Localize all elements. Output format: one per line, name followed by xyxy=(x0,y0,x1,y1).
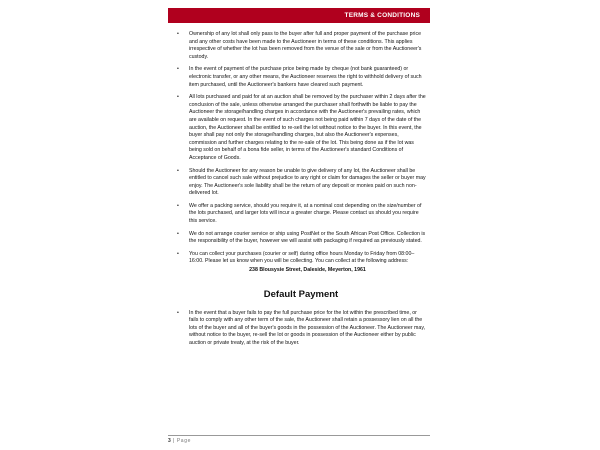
page-number-footer xyxy=(168,438,191,445)
bullet-icon: • xyxy=(177,309,179,316)
list-item xyxy=(176,251,426,266)
list-item-text: Ownership of any lot shall only pass to the buyer after full and proper payment of the purchase price and any other costs have been made to the Auctioneer in terms of these conditions. This applies irrespective of whether the lot has been removed from the venue of the sale or from the Auctioneer's custody. xyxy=(189,31,422,60)
bullet-icon: • xyxy=(177,66,179,73)
bullet-icon: • xyxy=(177,94,179,101)
list-item-text: All lots purchased and paid for at an auction shall be removed by the purchaser within 2 days after the conclusion of the sale, unless otherwise arranged the purchaser shall forthwith be liable to pay the Auctioneer the storage/handling charges in accordance with the Auctioneer's prevailing rates, which are available on request. In the event of such charges not being paid within 7 days of the date of the auction, the Auctioneer shall be entitled to re-sell the lot without notice to the buyer. In this event, the buyer shall pay not only the storage/handling charges, but also the Auctioneer's expenses, commission and further charges relating to the re-sale of the lot. This being done as if the lot was being sold on behalf of a bona fide seller, in terms of the Auctioneer's standard Conditions of Acceptance of Goods. xyxy=(189,94,426,161)
collection-address: 238 Blousysie Street, Daleside, Meyerton, 1961 xyxy=(249,267,366,274)
bullet-icon: • xyxy=(177,250,179,257)
page-number: 3 xyxy=(168,438,171,444)
list-item xyxy=(176,203,426,226)
list-item-text: In the event that a buyer fails to pay the full purchase price for the lot within the prescribed time, or fails to comply with any other term of the sale, the Auctioneer shall retain a possessory lien on all the lots of the buyer and all of the buyer's goods in the possession of the Auctioneer. The Auctioneer may, without notice to the buyer, re-sell the lot or goods in possession of the Auctioneer either by public auction or private treaty, at the risk of the buyer. xyxy=(189,309,426,346)
list-item xyxy=(176,94,426,162)
footer-divider xyxy=(168,435,430,436)
list-item xyxy=(176,66,426,89)
header-title: TERMS & CONDITIONS xyxy=(344,12,420,19)
list-item xyxy=(176,168,426,198)
bullet-icon: • xyxy=(177,167,179,174)
bullet-icon: • xyxy=(177,202,179,209)
page-content xyxy=(176,31,426,353)
header-bar xyxy=(168,8,430,23)
list-item xyxy=(176,231,426,246)
section-heading: Default Payment xyxy=(263,288,339,300)
list-item xyxy=(176,31,426,61)
footer-separator: | xyxy=(173,438,175,444)
list-item xyxy=(176,310,426,348)
list-item-text: We do not arrange courier service or ship using PostNet or the South African Post Office. Collection is the responsibility of the buyer, however we will assist with packaging if required as previously stated. xyxy=(189,230,426,245)
page-label: Page xyxy=(176,438,191,444)
list-item-text: In the event of payment of the purchase price being made by cheque (not bank guaranteed) or electronic transfer, or any other means, the Auctioneer reserves the right to withhold delivery of such item purchased, until the Auctioneer's bankers have cleared such payment. xyxy=(189,66,422,88)
bullet-icon: • xyxy=(177,31,179,37)
default-payment-list xyxy=(176,310,426,348)
list-item-text: You can collect your purchases (courier or self) during office hours Monday to Friday from 08:00–16:00. Please let us know when you will be collecting. You can collect at the following address: xyxy=(189,250,415,265)
list-item-text: Should the Auctioneer for any reason be unable to give delivery of any lot, the Auctioneer shall be entitled to cancel such sale without prejudice to any right or claim for damages the seller or buyer may enjoy. The Auctioneer's sole liability shall be the return of any deposit or monies paid on such non-delivered lot. xyxy=(189,167,426,197)
bullet-icon: • xyxy=(177,230,179,237)
terms-list xyxy=(176,31,426,266)
list-item-text: We offer a packing service, should you require it, at a nominal cost depending on the size/number of the lots purchased, and larger lots will incur a greater charge. Please contact us should you require this service. xyxy=(189,202,422,225)
